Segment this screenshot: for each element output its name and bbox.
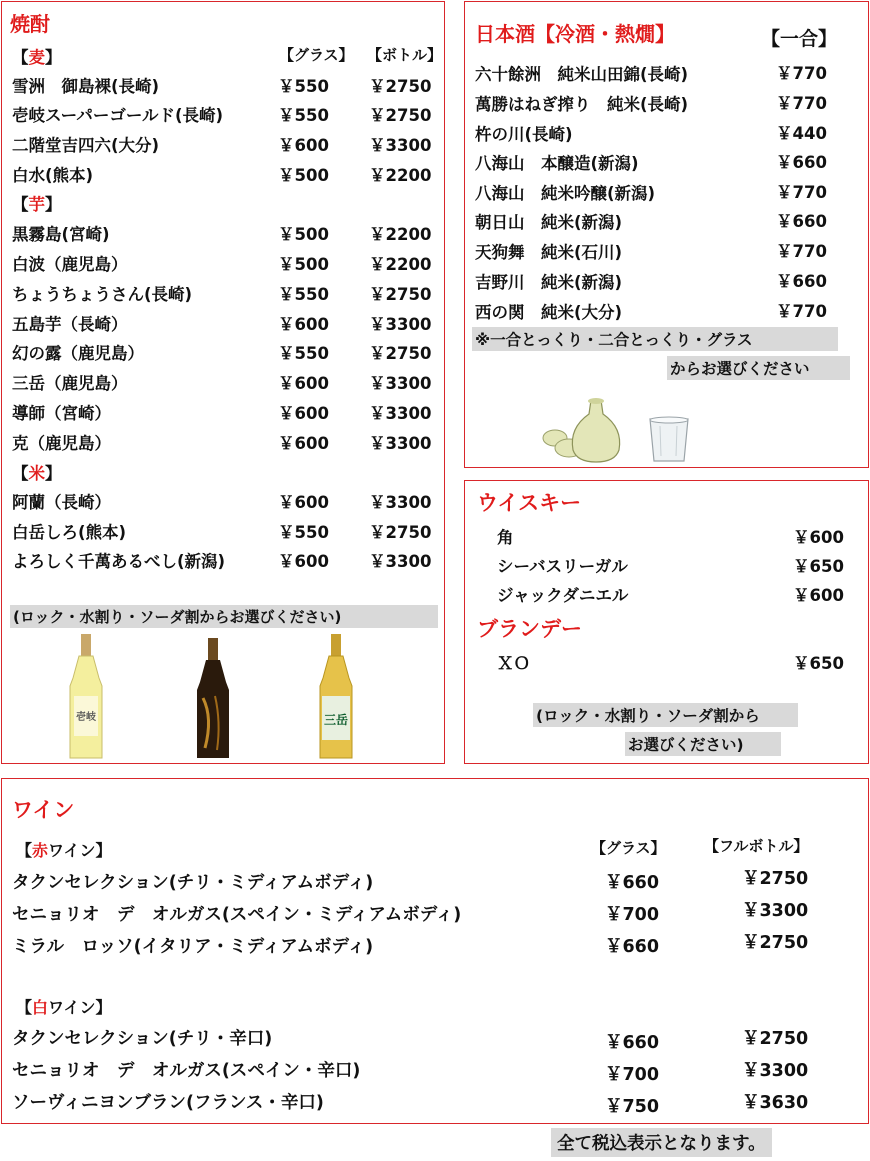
shochu-item-name: 克（鹿児島） xyxy=(12,434,111,453)
sake-item-price: ￥660 xyxy=(776,272,827,291)
shochu-item-name: 白波（鹿児島） xyxy=(12,255,128,274)
shochu-item-name: 雪洲 御島裸(長崎) xyxy=(12,77,160,96)
sake-item-price: ￥770 xyxy=(776,94,827,113)
whisky-item-name: 角 xyxy=(497,528,514,547)
sake-item-name: 六十餘洲 純米山田錦(長崎) xyxy=(475,65,689,84)
brandy-item-name: ＸＯ xyxy=(497,654,530,673)
shochu-col-bottle: 【ボトル】 xyxy=(367,46,443,64)
sake-item-price: ￥770 xyxy=(776,302,827,321)
shochu-item-bottle: ￥3300 xyxy=(369,404,432,423)
shochu-item-bottle: ￥3300 xyxy=(369,315,432,334)
wine-item-name: ソーヴィニヨンブラン(フランス・辛口) xyxy=(12,1093,324,1113)
wine-item-glass: ￥660 xyxy=(605,1033,660,1053)
sake-note-line2: からお選びください xyxy=(667,356,850,380)
shochu-item-name: ちょうちょうさん(長崎) xyxy=(12,285,193,304)
whisky-item-name: シーバスリーガル xyxy=(497,557,628,576)
sake-item-price: ￥660 xyxy=(776,212,827,231)
wine-group-label-red: 【赤ワイン】 xyxy=(16,841,112,860)
shochu-section xyxy=(1,1,445,764)
sake-item-name: 朝日山 純米(新潟) xyxy=(475,213,623,232)
shochu-item-bottle: ￥2200 xyxy=(369,255,432,274)
shochu-item-glass: ￥600 xyxy=(278,315,329,334)
brandy-title: ブランデー xyxy=(477,617,582,641)
shochu-item-bottle: ￥2750 xyxy=(369,523,432,542)
shochu-item-glass: ￥550 xyxy=(278,523,329,542)
wine-title: ワイン xyxy=(12,798,75,822)
sake-item-name: 八海山 本醸造(新潟) xyxy=(475,154,639,173)
bottle-label-iki: 壱岐 xyxy=(76,712,96,723)
wine-item-bottle: ￥2750 xyxy=(742,869,809,889)
shochu-col-glass: 【グラス】 xyxy=(279,46,354,64)
sake-note-line1: ※一合とっくり・二合とっくり・グラス xyxy=(472,327,838,351)
sake-item-price: ￥770 xyxy=(776,64,827,83)
wine-item-glass: ￥660 xyxy=(605,937,660,957)
shochu-item-glass: ￥550 xyxy=(278,77,329,96)
wine-item-name: タクンセレクション(チリ・ミディアムボディ) xyxy=(12,873,374,893)
sake-item-price: ￥660 xyxy=(776,153,827,172)
whisky-item-name: ジャックダニエル xyxy=(497,586,629,605)
sake-section xyxy=(464,1,869,468)
wine-group-label-white: 【白ワイン】 xyxy=(16,998,112,1017)
glass-cup-image xyxy=(647,416,691,464)
sake-title: 日本酒【冷酒・熱燗】 xyxy=(475,22,675,46)
wine-col-glass: 【グラス】 xyxy=(591,839,666,857)
sake-item-name: 萬勝はねぎ搾り 純米(長崎) xyxy=(475,95,689,114)
shochu-item-glass: ￥500 xyxy=(278,255,329,274)
shochu-item-glass: ￥500 xyxy=(278,166,329,185)
shochu-item-bottle: ￥2750 xyxy=(369,106,432,125)
shochu-item-name: 阿蘭（長崎） xyxy=(12,493,111,512)
wine-col-fullbottle: 【フルボトル】 xyxy=(704,837,809,855)
bottle-iki-image xyxy=(66,634,106,760)
group-label-mugi: 【麦】 xyxy=(12,48,62,67)
group-label-kome: 【米】 xyxy=(12,464,62,483)
shochu-item-name: 導師（宮崎） xyxy=(12,404,111,423)
bottle-label-mitake: 三岳 xyxy=(323,713,349,727)
wine-item-glass: ￥660 xyxy=(605,873,660,893)
shochu-item-bottle: ￥3300 xyxy=(369,136,432,155)
sake-item-price: ￥440 xyxy=(776,124,827,143)
shochu-title: 焼酎 xyxy=(10,12,50,36)
shochu-item-name: 黒霧島(宮崎) xyxy=(12,225,110,244)
shochu-item-glass: ￥600 xyxy=(278,136,329,155)
whisky-item-price: ￥600 xyxy=(793,586,844,605)
sake-item-name: 天狗舞 純米(石川) xyxy=(475,243,623,262)
shochu-item-glass: ￥600 xyxy=(278,374,329,393)
shochu-item-name: 白岳しろ(熊本) xyxy=(12,523,127,542)
shochu-item-name: 五島芋（長崎） xyxy=(12,315,128,334)
bottle-dark-image xyxy=(195,638,231,760)
tokkuri-image xyxy=(541,398,627,464)
shochu-item-glass: ￥500 xyxy=(278,225,329,244)
whisky-item-price: ￥600 xyxy=(793,528,844,547)
whisky-note-line1: (ロック・水割り・ソーダ割から xyxy=(533,703,798,727)
bottle-mitake-image xyxy=(316,634,356,760)
wine-item-name: ミラル ロッソ(イタリア・ミディアムボディ) xyxy=(12,937,374,957)
shochu-item-bottle: ￥2750 xyxy=(369,285,432,304)
shochu-item-bottle: ￥2750 xyxy=(369,77,432,96)
shochu-item-bottle: ￥2750 xyxy=(369,344,432,363)
sake-item-name: 八海山 純米吟醸(新潟) xyxy=(475,184,656,203)
wine-item-name: タクンセレクション(チリ・辛口) xyxy=(12,1029,273,1049)
wine-item-bottle: ￥3630 xyxy=(742,1093,809,1113)
wine-item-bottle: ￥3300 xyxy=(742,901,809,921)
shochu-serving-note: (ロック・水割り・ソーダ割からお選びください) xyxy=(10,605,438,628)
shochu-item-name: 白水(熊本) xyxy=(12,166,94,185)
tax-included-notice: 全て税込表示となります。 xyxy=(551,1128,772,1157)
wine-item-name: セニョリオ デ オルガス(スペイン・辛口) xyxy=(12,1061,361,1081)
shochu-item-glass: ￥600 xyxy=(278,493,329,512)
shochu-item-name: 二階堂吉四六(大分) xyxy=(12,136,160,155)
group-label-imo: 【芋】 xyxy=(12,195,62,214)
shochu-item-glass: ￥550 xyxy=(278,344,329,363)
shochu-item-name: 壱岐スーパーゴールド(長崎) xyxy=(12,106,224,125)
whisky-title: ウイスキー xyxy=(477,491,582,515)
shochu-item-name: 幻の露（鹿児島） xyxy=(12,344,144,363)
shochu-item-glass: ￥600 xyxy=(278,404,329,423)
shochu-item-bottle: ￥2200 xyxy=(369,225,432,244)
shochu-item-glass: ￥550 xyxy=(278,285,329,304)
shochu-item-name: よろしく千萬あるべし(新潟) xyxy=(12,552,226,571)
brandy-item-price: ￥650 xyxy=(793,654,844,673)
wine-item-glass: ￥700 xyxy=(605,1065,660,1085)
shochu-item-bottle: ￥3300 xyxy=(369,374,432,393)
shochu-item-name: 三岳（鹿児島） xyxy=(12,374,128,393)
wine-item-glass: ￥700 xyxy=(605,905,660,925)
wine-item-name: セニョリオ デ オルガス(スペイン・ミディアムボディ) xyxy=(12,905,462,925)
shochu-item-glass: ￥600 xyxy=(278,434,329,453)
shochu-item-glass: ￥600 xyxy=(278,552,329,571)
wine-item-bottle: ￥2750 xyxy=(742,1029,809,1049)
whisky-item-price: ￥650 xyxy=(793,557,844,576)
wine-item-bottle: ￥3300 xyxy=(742,1061,809,1081)
sake-item-name: 西の関 純米(大分) xyxy=(475,303,623,322)
whisky-section xyxy=(464,480,869,764)
whisky-note-line2: お選びください) xyxy=(625,732,781,756)
shochu-item-bottle: ￥3300 xyxy=(369,493,432,512)
sake-item-price: ￥770 xyxy=(776,242,827,261)
sake-item-price: ￥770 xyxy=(776,183,827,202)
sake-item-name: 杵の川(長崎) xyxy=(475,125,573,144)
wine-item-bottle: ￥2750 xyxy=(742,933,809,953)
shochu-item-bottle: ￥3300 xyxy=(369,434,432,453)
shochu-item-bottle: ￥3300 xyxy=(369,552,432,571)
sake-item-name: 吉野川 純米(新潟) xyxy=(475,273,623,292)
wine-section xyxy=(1,778,869,1124)
shochu-item-glass: ￥550 xyxy=(278,106,329,125)
wine-item-glass: ￥750 xyxy=(605,1097,660,1117)
sake-col-ichigo: 【一合】 xyxy=(761,28,838,50)
shochu-item-bottle: ￥2200 xyxy=(369,166,432,185)
